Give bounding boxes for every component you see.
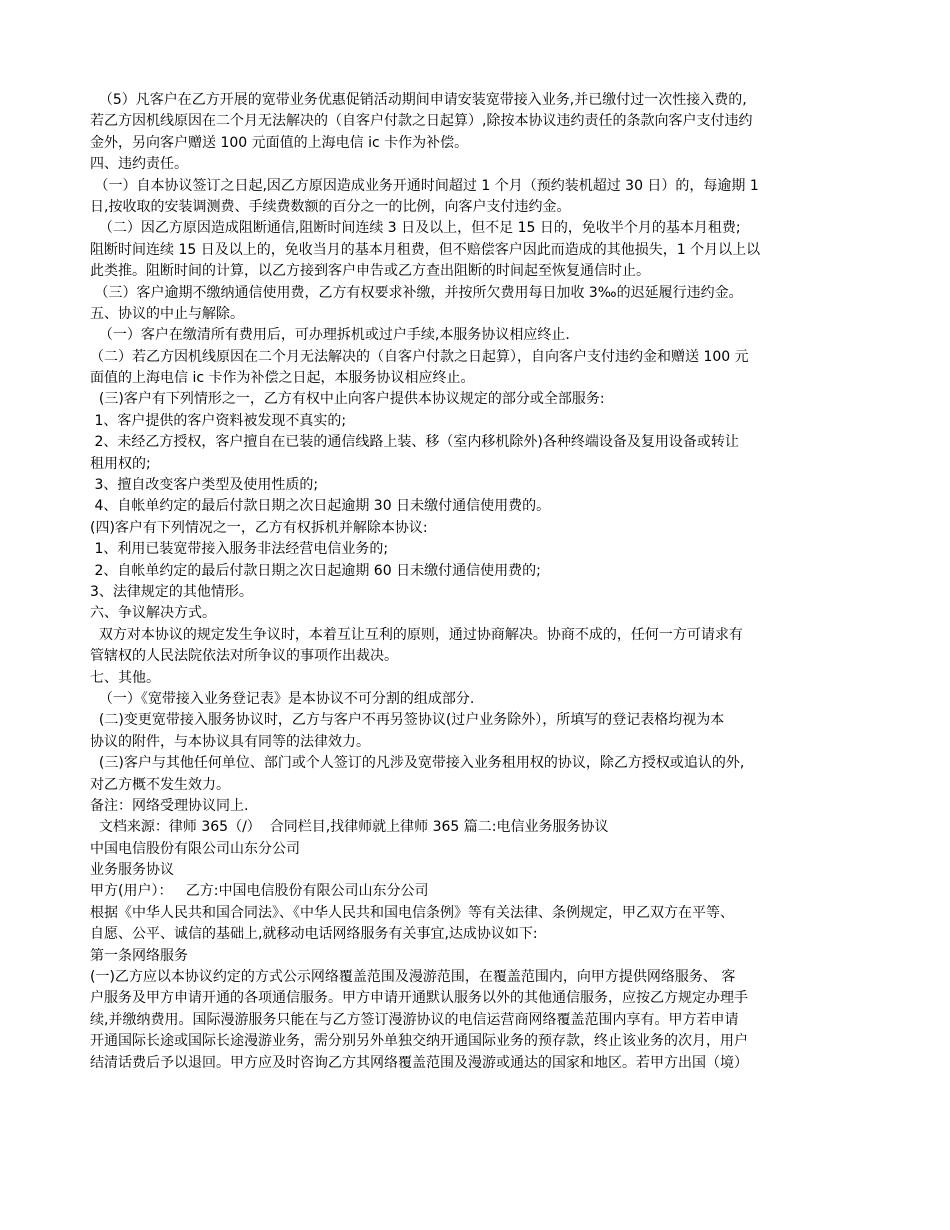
text-line: 双方对本协议的规定发生争议时，本着互让互利的原则，通过协商解决。协商不成的，任何一方可请求有 — [90, 626, 743, 643]
source-line: 文档来源：律师 365（/） 合同栏目,找律师就上律师 365 篇二:电信业务服务协议 — [90, 819, 609, 836]
text-line: （一）客户在缴清所有费用后，可办理拆机或过户手续,本服务协议相应终止. — [90, 327, 570, 344]
text-line: (二)变更宽带接入服务协议时，乙方与客户不再另签协议(过户业务除外），所填写的登记表格均视为本 — [90, 712, 725, 729]
text-line: （三）客户逾期不缴纳通信使用费，乙方有权要求补缴，并按所欠费用每日加收 3‰的迟延履行违约金。 — [90, 284, 743, 301]
list-item: 2、自帐单约定的最后付款日期之次日起逾期 60 日未缴付通信使用费的; — [90, 562, 541, 579]
text-line: (三)客户有下列情形之一，乙方有权中止向客户提供本协议规定的部分或全部服务: — [90, 391, 605, 408]
text-line: 此类推。阻断时间的计算，以乙方接到客户申告或乙方查出阻断的时间起至恢复通信时止。 — [90, 263, 650, 280]
text-line: (一)乙方应以本协议约定的方式公示网络覆盖范围及漫游范围，在覆盖范围内，向甲方提供网络服务、 客 — [90, 969, 736, 986]
text-line: 开通国际长途或国际长途漫游业务，需分别另外单独交纳开通国际业务的预存款，终止该业务的次月，用户 — [90, 1033, 748, 1050]
text-line: 自愿、公平、诚信的基础上,就移动电话网络服务有关事宜,达成协议如下: — [90, 926, 538, 943]
agreement-title: 业务服务协议 — [90, 862, 174, 879]
list-item: 2、未经乙方授权，客户擅自在已装的通信线路上装、移（室内移机除外)各种终端设备及复用设备或转让 — [90, 434, 739, 451]
document-body — [90, 90, 865, 1074]
text-line: 面值的上海电信 ic 卡作为补偿之日起，本服务协议相应终止。 — [90, 370, 475, 387]
section-heading: 七、其他。 — [90, 669, 160, 686]
list-item: 1、利用已装宽带接入服务非法经营电信业务的; — [90, 541, 389, 558]
text-line: （一）《宽带接入业务登记表》是本协议不可分割的组成部分. — [90, 690, 475, 707]
text-line: （一）自本协议签订之日起,因乙方原因造成业务开通时间超过 1 个月（预约装机超过 30 日）的，每逾期 1 — [90, 177, 759, 194]
text-line: 租用权的; — [90, 455, 151, 472]
text-line: 若乙方因机线原因在二个月无法解决的（自客户付款之日起算）,除按本协议违约责任的条款向客户支付违约 — [90, 113, 753, 130]
section-heading: 六、争议解决方式。 — [90, 605, 216, 622]
text-line: （二）若乙方因机线原因在二个月无法解决的（自客户付款之日起算），自向客户支付违约金和赠送 100 元 — [90, 348, 749, 365]
text-line: 金外，另向客户赠送 100 元面值的上海电信 ic 卡作为补偿。 — [90, 134, 469, 151]
text-line: （二）因乙方原因造成阻断通信,阻断时间连续 3 日及以上，但不足 15 日的，免收半个月的基本月租费; — [90, 220, 741, 237]
text-line: 续,并缴纳费用。国际漫游服务只能在与乙方签订漫游协议的电信运营商网络覆盖范围内享有。甲方若申请 — [90, 1011, 739, 1028]
list-item: 4、自帐单约定的最后付款日期之次日起逾期 30 日未缴付通信使用费的。 — [90, 498, 551, 515]
note-line: 备注：网络受理协议同上. — [90, 797, 249, 814]
text-line: （5）凡客户在乙方开展的宽带业务优惠促销活动期间申请安装宽带接入业务,并已缴付过一次性接入费的, — [90, 92, 747, 108]
text-line: 阻断时间连续 15 日及以上的，免收当月的基本月租费，但不赔偿客户因此而造成的其他损失，1 个月以上以 — [90, 241, 761, 258]
text-line: (三)客户与其他任何单位、部门或个人签订的凡涉及宽带接入业务租用权的协议，除乙方授权或追认的外, — [90, 755, 745, 772]
text-line: 协议的附件，与本协议具有同等的法律效力。 — [90, 733, 370, 750]
text-line: 对乙方概不发生效力。 — [90, 776, 230, 793]
text-line: 结清话费后予以退回。甲方应及时咨询乙方其网络覆盖范围及漫游或通达的国家和地区。若甲方出国（境） — [90, 1054, 748, 1071]
list-item: 3、法律规定的其他情形。 — [90, 583, 253, 600]
text-line: 管辖权的人民法院依法对所争议的事项作出裁决。 — [90, 648, 398, 665]
list-item: 3、擅自改变客户类型及使用性质的; — [90, 477, 319, 494]
company-name: 中国电信股份有限公司山东分公司 — [90, 840, 300, 857]
text-line: 日,按收取的安装调测费、手续费数额的百分之一的比例，向客户支付违约金。 — [90, 198, 571, 215]
article-heading: 第一条网络服务 — [90, 947, 188, 964]
text-line: (四)客户有下列情况之一，乙方有权拆机并解除本协议: — [90, 519, 428, 536]
list-item: 1、客户提供的客户资料被发现不真实的; — [90, 412, 347, 429]
section-heading: 五、协议的中止与解除。 — [90, 305, 244, 322]
section-heading: 四、违约责任。 — [90, 156, 188, 173]
parties-line: 甲方(用户）： 乙方:中国电信股份有限公司山东分公司 — [90, 883, 429, 900]
text-line: 根据《中华人民共和国合同法》、《中华人民共和国电信条例》等有关法律、条例规定，甲乙双方在平等、 — [90, 904, 734, 921]
text-line: 户服务及甲方申请开通的各项通信服务。甲方申请开通默认服务以外的其他通信服务，应按乙方规定办理手 — [90, 990, 748, 1007]
